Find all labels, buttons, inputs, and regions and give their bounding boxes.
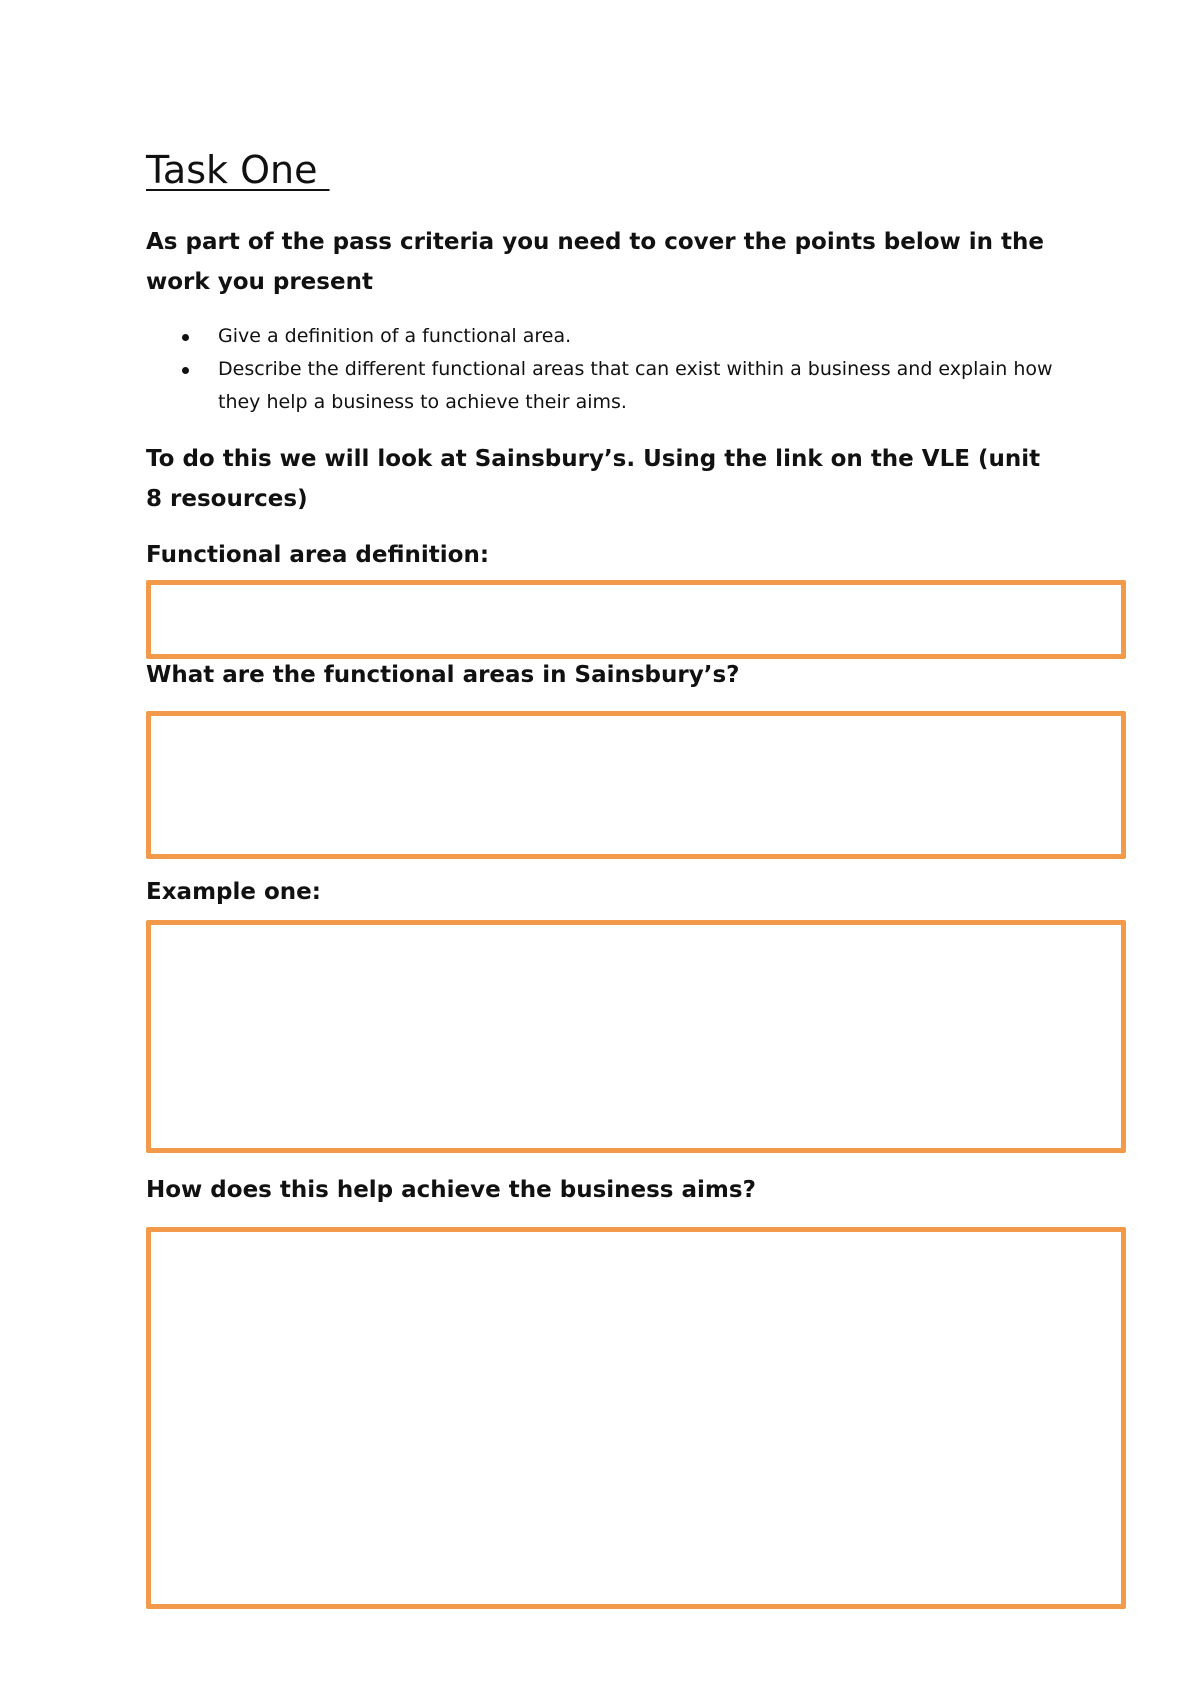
criteria-list bbox=[146, 320, 1066, 419]
criteria-item bbox=[146, 320, 1066, 353]
bullet-icon bbox=[182, 367, 189, 374]
section-label-definition: Functional area definition: bbox=[146, 542, 490, 568]
instruction-text: To do this we will look at Sainsbury’s. Using the link on the VLE (unit 8 resources) bbox=[146, 446, 1041, 512]
page-title: Task One bbox=[146, 148, 330, 192]
answer-box-business-aims[interactable] bbox=[146, 1227, 1126, 1609]
section-label-business-aims: How does this help achieve the business aims? bbox=[146, 1177, 756, 1203]
criteria-text: Give a definition of a functional area. bbox=[218, 325, 572, 347]
answer-box-definition[interactable] bbox=[146, 580, 1126, 659]
intro-text: As part of the pass criteria you need to cover the points below in the work you present bbox=[146, 229, 1045, 295]
criteria-text: Describe the different functional areas that can exist within a business and explain how they help a business to achieve their aims. bbox=[218, 358, 1053, 413]
section-label-example-one: Example one: bbox=[146, 879, 321, 905]
section-label-functional-areas: What are the functional areas in Sainsbury’s? bbox=[146, 662, 740, 688]
answer-box-example-one[interactable] bbox=[146, 920, 1126, 1153]
bullet-icon bbox=[182, 334, 189, 341]
answer-box-functional-areas[interactable] bbox=[146, 711, 1126, 859]
criteria-item bbox=[146, 353, 1066, 419]
